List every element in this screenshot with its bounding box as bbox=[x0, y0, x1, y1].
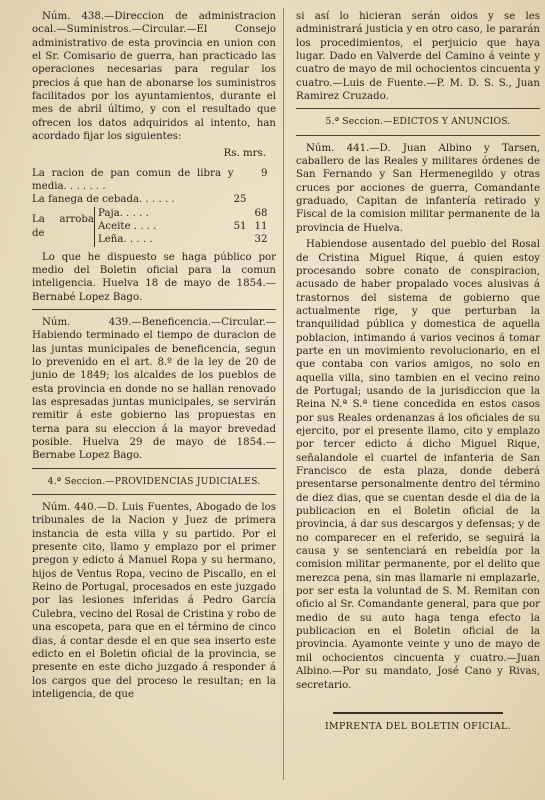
row-rs bbox=[234, 233, 255, 246]
divider-rule bbox=[296, 108, 540, 109]
row-label: La fanega de cebada. . . . . . bbox=[32, 194, 175, 206]
column-divider bbox=[283, 8, 284, 780]
arroba-item: Aceite . . . . bbox=[95, 220, 234, 233]
notice-440-continued: si así lo hicieran serán oidos y se les administrará justicia y en otro caso, le pararán los procedimientos, el perjuicio que haya lugar. Dado en Valverde del Camino á veinte y cuatro de mayo de mil ochocientos cincuenta y cuatro.—Luis de Fuente.—P. M. D. S. S., Juan Ramirez Cruzado. bbox=[296, 11, 540, 103]
row-mrs: 11 bbox=[254, 220, 268, 232]
table-row bbox=[32, 193, 276, 206]
notice-438-closing: Lo que he dispuesto se haga público por medio del Boletin oficial para la comun inteligencia. Huelva 18 de mayo de 1854.—Bernabé Lopez Bago. bbox=[32, 251, 276, 303]
table-row bbox=[32, 167, 276, 194]
notice-441-body: Habiendose ausentado del pueblo del Rosal de Cristina Miguel Rique, á quien estoy procesando sobre conato de conspiracion, acusado de haber propalado voces alusivas á trastornos del sistema de gobierno que actualmente rige, y que perturban la tranquilidad pública y domestica de aquella poblacion, intimando á varios vecinos á tomar parte en un movimiento revolucionario, en el que contaba con varios amigos, no solo en aquella villa, sino tambien en el vecino reino de Portugal; usando de la jurisdiccion que la Reina N.ª S.ª tiene concedida en estos casos por sus Reales ordenanzas á los oficiales de su ejercito, por el presente llamo, cito y emplazo por tercer edicto á dicho Miguel Rique, señalandole el cuartel de infanteria de San Francisco de esta plaza, donde deberá presentarse personalmente dentro del término de diez dias, que se cuentan desde el dia de la publicacion en el Boletin oficial de la provincia, á dar sus descargos y defensas; y de no comparecer en el referido, se seguirá la causa y se sentenciará en rebeldía por la comision militar permanente, por el delito que merezca pena, sin mas llamarle ni emplazarle, por ser esta la voluntad de S. M. Remitan con oficio al Sr. Comandante general, para que por medio de su auto haga tenga efecto la publicacion en el Boletin oficial de la provincia. Ayamonte veinte y uno de mayo de mil ochocientos cincuenta y cuatro.—Juan Albino.—Por su mandato, José Cano y Rivas, secretario. bbox=[296, 239, 540, 691]
printer-footer bbox=[296, 704, 540, 733]
row-rs bbox=[234, 167, 255, 194]
divider-rule bbox=[296, 135, 540, 136]
row-label: La racion de pan comun de libra y media. . . . . . . bbox=[32, 167, 234, 193]
row-mrs: 32 bbox=[254, 234, 268, 246]
right-column bbox=[296, 10, 540, 733]
divider-rule bbox=[32, 494, 276, 495]
table-row bbox=[32, 207, 276, 220]
notice-438: Núm. 438.—Direccion de administracion ocal.—Suministros.—Circular.—El Consejo administrativo de esta provincia en union con el Sr. Comisario de guerra, han practicado las operaciones necesarias para regular los precios á que han de abonarse los suministros facilitados por los ayuntamientos, durante el mes de abril último, y con el resultado que ofrecen los datos adquiridos al intento, han acordado fijar los siguientes: bbox=[32, 11, 276, 143]
notice-441-header: Núm. 441.—D. Juan Albino y Tarsen, caballero de las Reales y militares órdenes de San Fernando y San Hermenegildo y otras cruces por acciones de guerra, Comandante graduado, Capitan de infantería retirado y Fiscal de la comision militar permanente de la provincia de Huelva. bbox=[296, 142, 540, 234]
supply-price-table bbox=[32, 167, 276, 247]
divider-rule bbox=[32, 468, 276, 469]
arroba-item: Leña. . . . . bbox=[95, 233, 234, 246]
section-5-heading: 5.ª Seccion.—EDICTOS Y ANUNCIOS. bbox=[325, 116, 511, 128]
row-rs: 51 bbox=[233, 220, 247, 232]
row-rs: 25 bbox=[233, 194, 247, 206]
notice-439: Núm. 439.—Beneficencia.—Circular.—Habiendo terminado el tiempo de duracion de las juntas municipales de beneficencia, segun lo prevenido en el art. 8.º de la ley de 20 de junio de 1849; los alcaldes de los pueblos de esta provincia en donde no se hallan renovado las espresadas juntas municipales, se servirán remitir á este gobierno las propuestas en terna para su eleccion á la mayor brevedad posible. Huelva 29 de mayo de 1854.—Bernabe Lopez Bago. bbox=[32, 316, 276, 462]
row-rs bbox=[234, 207, 255, 220]
footer-rule bbox=[333, 712, 504, 714]
row-mrs: 9 bbox=[261, 167, 268, 179]
arroba-label: La arroba de bbox=[32, 214, 94, 239]
arroba-item: Paja. . . . . bbox=[95, 207, 234, 220]
printer-name: IMPRENTA DEL BOLETIN OFICIAL. bbox=[324, 720, 512, 732]
section-4-heading: 4.ª Seccion.—PROVIDENCIAS JUDICIALES. bbox=[47, 475, 261, 487]
notice-440: Núm. 440.—D. Luis Fuentes, Abogado de los tribunales de la Nacion y Juez de primera instancia de esta villa y su partido. Por el presente cito, llamo y emplazo por el primer pregon y edicto á Manuel Ropa y su hermano, hijos de Ventus Ropa, vecino de Piscallo, en el Reino de Portugal, procesados en este juzgado por las lesiones inferidas á Pedro García Culebra, vecino del Rosal de Cristina y robo de una escopeta, para que en el término de cinco dias, á contar desde el en que sea inserto este edicto en el Boletin oficial de la provincia, se presente en este dicho juzgado á responder á los cargos que del proceso le resultan; en la inteligencia, de que bbox=[32, 502, 276, 700]
divider-rule bbox=[32, 309, 276, 310]
row-mrs bbox=[255, 193, 276, 206]
row-mrs: 68 bbox=[254, 207, 268, 219]
table-header: Rs. mrs. bbox=[223, 148, 266, 160]
left-column bbox=[32, 10, 276, 704]
